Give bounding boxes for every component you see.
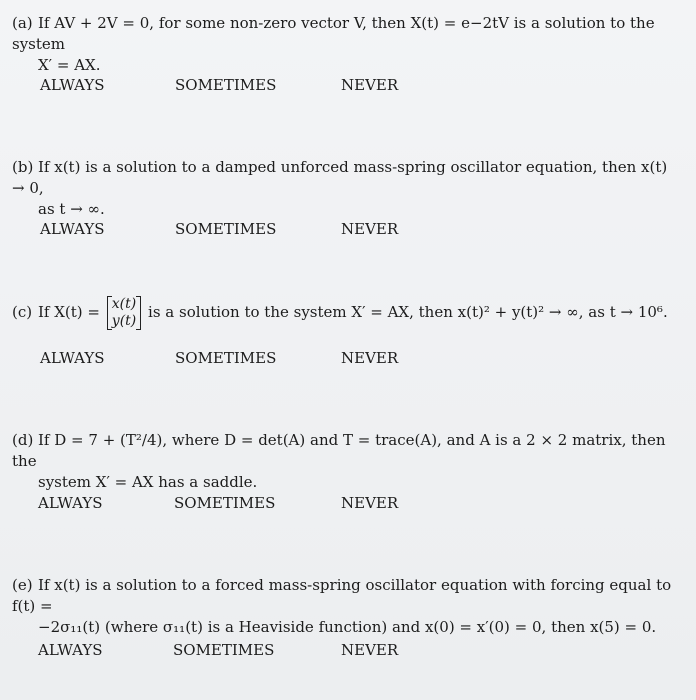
choices-b [0,220,696,240]
question-c-label: (c) [12,303,33,321]
choice-b-never[interactable]: NEVER [341,220,399,238]
question-a-text-line1: If AV + 2V = 0, for some non-zero vector V, then X(t) = e−2tV is a solution to the system [12,14,655,53]
choice-a-never[interactable]: NEVER [341,76,399,94]
column-vector-bottom: y(t) [111,313,137,329]
question-c-text-post: is a solution to the system X′ = AX, then x(t)² + y(t)² → ∞, as t → 10⁶. [148,303,668,321]
choice-c-always[interactable]: ALWAYS [40,349,105,367]
choices-d [0,494,696,514]
choice-d-sometimes[interactable]: SOMETIMES [174,494,276,512]
choice-a-always[interactable]: ALWAYS [40,76,105,94]
choice-a-sometimes[interactable]: SOMETIMES [175,76,277,94]
question-c-text-pre: If X(t) = [38,303,100,321]
question-d [12,430,672,493]
column-vector [107,296,141,330]
choice-b-sometimes[interactable]: SOMETIMES [175,220,277,238]
question-e-text-line1: If x(t) is a solution to a forced mass-spring oscillator equation with forcing equal to f(t) = [12,576,672,615]
question-a-label: (a) [12,14,33,32]
question-d-text-line1: If D = 7 + (T²/4), where D = det(A) and T = trace(A), and A is a 2 × 2 matrix, then the [12,431,666,470]
choice-d-never[interactable]: NEVER [341,494,399,512]
choice-c-sometimes[interactable]: SOMETIMES [175,349,277,367]
question-b-text-line1: If x(t) is a solution to a damped unforced mass-spring oscillator equation, then x(t) → 0, [12,158,668,197]
choice-e-sometimes[interactable]: SOMETIMES [173,641,275,659]
question-e-text-line2: −2σ₁₁(t) (where σ₁₁(t) is a Heaviside function) and x(0) = x′(0) = 0, then x(5) = 0. [38,618,657,636]
choice-e-always[interactable]: ALWAYS [38,641,103,659]
question-b-text-line2: as t → ∞. [38,200,105,218]
question-b [12,157,672,220]
choice-c-never[interactable]: NEVER [341,349,399,367]
choice-b-always[interactable]: ALWAYS [40,220,105,238]
question-e-label: (e) [12,576,33,594]
question-c [12,296,672,330]
question-a [12,13,672,76]
choices-a [0,76,696,96]
question-d-label: (d) [12,431,34,449]
question-a-text-line2: X′ = AX. [38,56,101,74]
question-d-text-line2: system X′ = AX has a saddle. [38,473,258,491]
question-b-label: (b) [12,158,34,176]
choices-c [0,349,696,369]
choice-d-always[interactable]: ALWAYS [38,494,103,512]
choices-e [0,641,696,661]
question-e [12,575,672,638]
choice-e-never[interactable]: NEVER [341,641,399,659]
column-vector-top: x(t) [111,296,137,312]
